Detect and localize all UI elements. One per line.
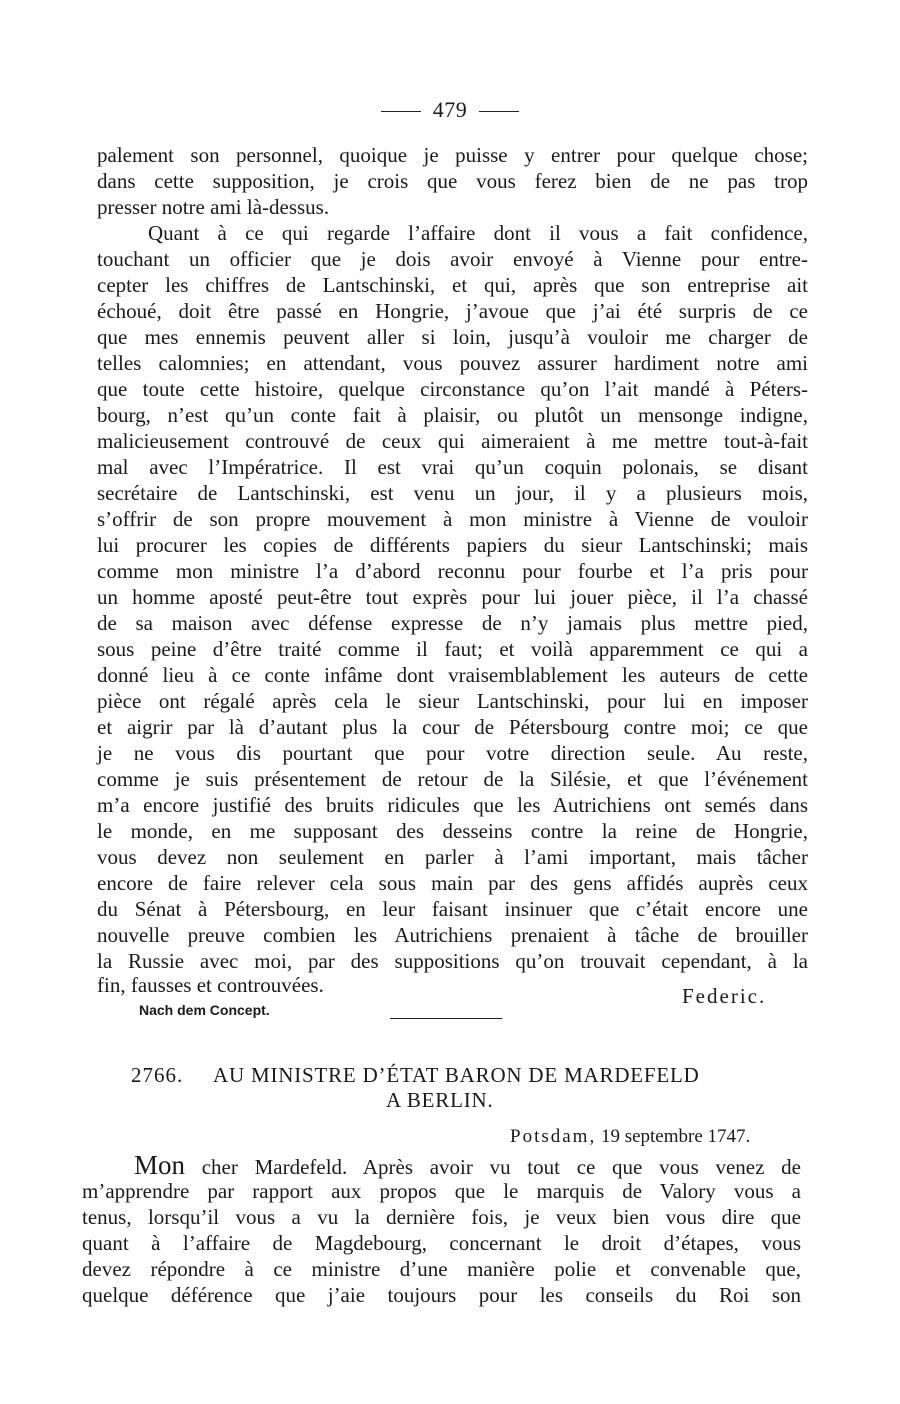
text-line: dans cette supposition, je crois que vous ferez bien de ne pas trop	[97, 169, 808, 193]
page-number-dash-left	[381, 111, 421, 112]
text-line: quant à l’affaire de Magdebourg, concernant le droit d’étapes, vous	[82, 1231, 801, 1255]
text-line: secrétaire de Lantschinski, est venu un jour, il y a plusieurs mois,	[97, 481, 808, 505]
text-line: m’apprendre par rapport aux propos que le marquis de Valory vous a	[82, 1179, 801, 1203]
text-line: sous peine d’être traité comme il faut; et voilà apparemment ce qui a	[97, 637, 808, 661]
page-number-dash-right	[479, 111, 519, 112]
text-line: que toute cette histoire, quelque circonstance qu’on l’ait mandé à Péters-	[97, 377, 808, 401]
source-note: Nach dem Concept.	[139, 1002, 270, 1018]
page-number-value: 479	[432, 97, 468, 122]
text-line: vous devez non seulement en parler à l’ami important, mais tâcher	[97, 845, 808, 869]
dateline-place: Potsdam,	[510, 1126, 597, 1147]
page-number	[0, 97, 900, 123]
section-divider	[390, 1018, 502, 1019]
text-line: presser notre ami là-dessus.	[97, 195, 330, 219]
text-line: bourg, n’est qu’un conte fait à plaisir, ou plutôt un mensonge indigne,	[97, 403, 808, 427]
dateline-date: 19 septembre 1747.	[600, 1126, 751, 1147]
text-line: je ne vous dis pourtant que pour votre direction seule. Au reste,	[97, 741, 808, 765]
text-line: m’a encore justifié des bruits ridicules que les Autrichiens ont semés dans	[97, 793, 808, 817]
text-line: cepter les chiffres de Lantschinski, et qui, après que son entreprise ait	[97, 273, 808, 297]
letter-heading-line-2: A BERLIN.	[386, 1088, 494, 1112]
first-line-text: cher Mardefeld. Après avoir vu tout ce que vous venez de	[185, 1155, 801, 1179]
dropcap-word: Mon	[134, 1150, 186, 1180]
letter-number: 2766.	[131, 1063, 184, 1087]
text-line: fin, fausses et controuvées.	[97, 973, 324, 997]
text-line: un homme aposté peut-être tout exprès pour lui jouer pièce, il l’a chassé	[97, 585, 808, 609]
text-line: comme mon ministre l’a d’abord reconnu pour fourbe et l’a pris pour	[97, 559, 808, 583]
dateline	[510, 1126, 750, 1148]
text-line: comme je suis présentement de retour de la Silésie, et que l’événement	[97, 767, 808, 791]
text-line: mal avec l’Impératrice. Il est vrai qu’un coquin polonais, se disant	[97, 455, 808, 479]
text-line: lui procurer les copies de différents papiers du sieur Lantschinski; mais	[97, 533, 808, 557]
text-line	[134, 1152, 801, 1180]
text-line: telles calomnies; en attendant, vous pouvez assurer hardiment notre ami	[97, 351, 808, 375]
text-line: de sa maison avec défense expresse de n’y jamais plus mettre pied,	[97, 611, 808, 635]
text-line: que mes ennemis peuvent aller si loin, jusqu’à vouloir me charger de	[97, 325, 808, 349]
text-line: devez répondre à ce ministre d’une manière polie et convenable que,	[82, 1257, 801, 1281]
text-line: donné lieu à ce conte infâme dont vraisemblablement les auteurs de cette	[97, 663, 808, 687]
text-line: s’offrir de son propre mouvement à mon ministre à Vienne de vouloir	[97, 507, 808, 531]
text-line: nouvelle preuve combien les Autrichiens prenaient à tâche de brouiller	[97, 923, 808, 947]
text-line: et aigrir par là d’autant plus la cour de Pétersbourg contre moi; ce que	[97, 715, 808, 739]
text-line: la Russie avec moi, par des suppositions qu’on trouvait cependant, à la	[97, 949, 808, 973]
text-line: du Sénat à Pétersbourg, en leur faisant insinuer que c’était encore une	[97, 897, 808, 921]
text-line: malicieusement controuvé de ceux qui aimeraient à me mettre tout-à-fait	[97, 429, 808, 453]
text-line: échoué, doit être passé en Hongrie, j’avoue que j’ai été surpris de ce	[97, 299, 808, 323]
text-line: touchant un officier que je dois avoir envoyé à Vienne pour entre-	[97, 247, 808, 271]
letter-heading-line-1: AU MINISTRE D’ÉTAT BARON DE MARDEFELD	[213, 1063, 700, 1087]
text-line: le monde, en me supposant des desseins contre la reine de Hongrie,	[97, 819, 808, 843]
text-line: encore de faire relever cela sous main par des gens affidés auprès ceux	[97, 871, 808, 895]
text-line: quelque déférence que j’aie toujours pour les conseils du Roi son	[82, 1283, 801, 1307]
text-line: Quant à ce qui regarde l’affaire dont il vous a fait confidence,	[148, 221, 808, 245]
signature: Federic.	[682, 984, 767, 1008]
text-line: tenus, lorsqu’il vous a vu la dernière fois, je veux bien vous dire que	[82, 1205, 801, 1229]
text-line: palement son personnel, quoique je puisse y entrer pour quelque chose;	[97, 143, 808, 167]
text-line: pièce ont régalé après cela le sieur Lantschinski, pour lui en imposer	[97, 689, 808, 713]
